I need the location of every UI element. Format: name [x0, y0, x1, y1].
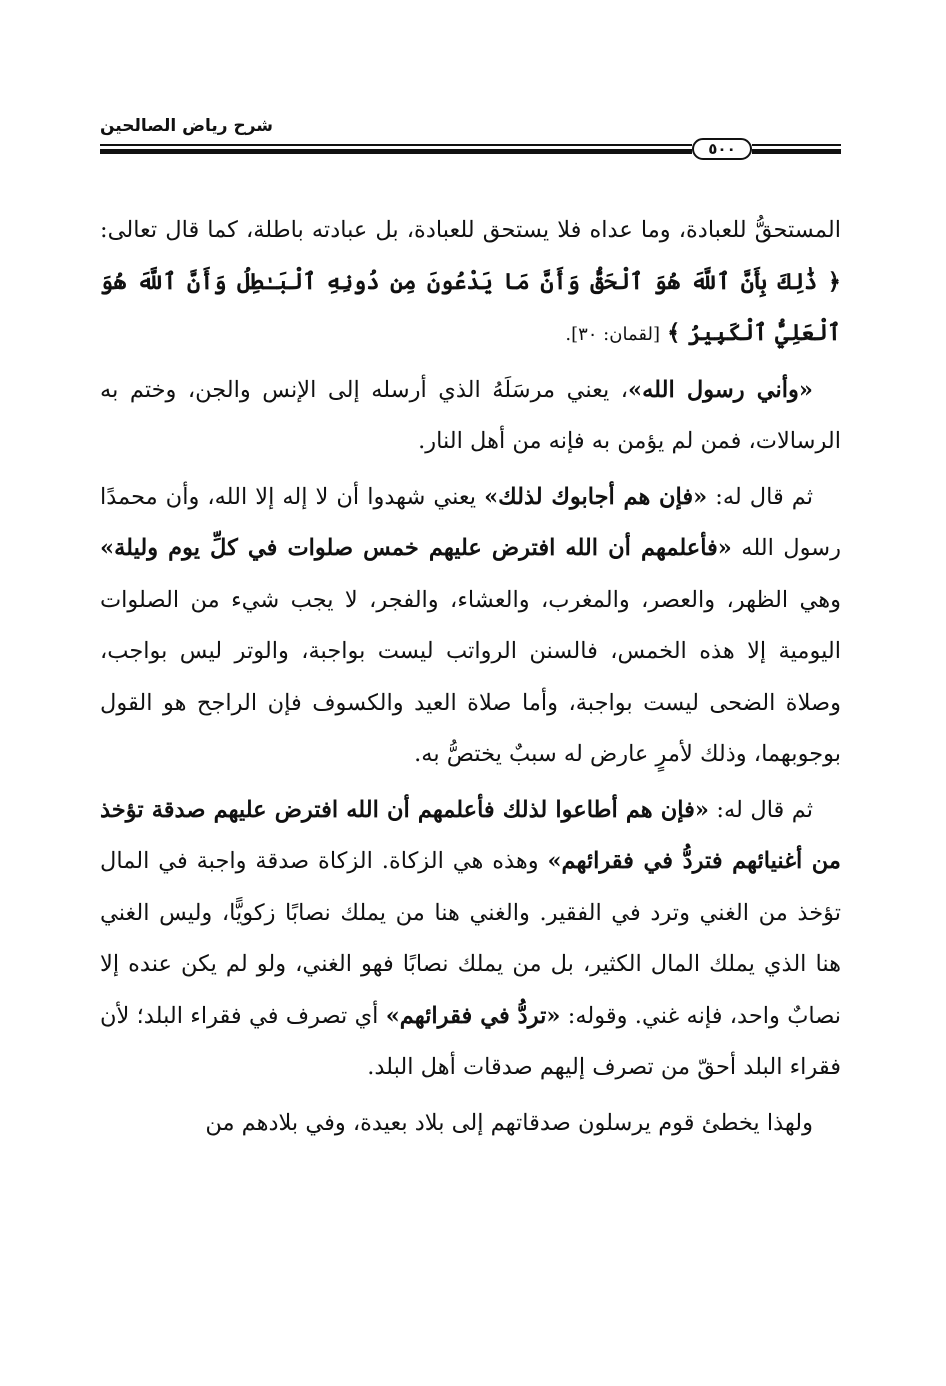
quran-verse: ﴿ ذَٰلِكَ بِأَنَّ ٱللَّهَ هُوَ ٱلْحَقُّ وَأَنَّ مَا يَدْعُونَ مِن دُونِهِ ٱلْبَـٰطِلُ وَأَنَّ ٱللَّهَ هُوَ ٱلْعَلِيُّ ٱلْكَبِيرُ ﴾ [100, 268, 841, 346]
text-run: أي تصرف في فقراء البلد؛ لأن فقراء البلد أحقّ من تصرف إليهم صدقات أهل البلد. [100, 1002, 841, 1080]
paragraph [100, 785, 841, 1094]
paragraph [100, 365, 841, 468]
page-number: ٥٠٠ [692, 138, 752, 160]
paragraph [100, 205, 841, 361]
text-run: ثم قال له: [707, 483, 813, 510]
hadith-quote: «فإن هم أجابوك لذلك» [484, 483, 708, 510]
text-run: ولهذا يخطئ قوم يرسلون صدقاتهم إلى بلاد بعيدة، وفي بلادهم من [205, 1109, 813, 1136]
text-run: وهذه هي الزكاة. الزكاة صدقة واجبة في المال تؤخذ من الغني وترد في الفقير. والغني هنا من يملك نصابًا زكويًّا، وليس الغني هنا الذي يملك المال الكثير، بل من يملك نصابًا فهو الغني، ولو لم يكن عنده إلا نصابٌ واحد، فإنه غني. وقوله: [100, 848, 842, 1029]
text-run: وهي الظهر، والعصر، والمغرب، والعشاء، والفجر، لا يجب شيء من الصلوات اليومية إلا هذه الخمس، فالسنن الرواتب ليست بواجبة، والوتر ليس بواجب، وصلاة الضحى ليست بواجبة، وأما صلاة العيد والكسوف فإن الراجح هو القول بوجوبهما، وذلك لأمرٍ عارض له سببٌ يختصُّ به. [100, 586, 841, 767]
hadith-quote: «وأني رسول الله» [628, 376, 813, 403]
book-title: شرح رياض الصالحين [100, 116, 274, 136]
text-run: ثم قال له: [708, 796, 813, 823]
text-run: يعني شهدوا أن لا إله إلا الله، وأن محمدًا رسول الله [100, 483, 841, 561]
text-run: المستحقُّ للعبادة، وما عداه فلا يستحق للعبادة، بل عبادته باطلة، كما قال تعالى: [100, 217, 841, 243]
header-rule-right [752, 144, 841, 154]
hadith-quote: «فأعلمهم أن الله افترض عليهم خمس صلوات في كلِّ يوم وليلة» [100, 535, 732, 561]
page-header [100, 110, 841, 160]
hadith-quote: «تردُّ في فقرائهم» [385, 1002, 561, 1029]
hadith-quote: «فإن هم أطاعوا لذلك فأعلمهم أن الله افترض عليهم صدقة تؤخذ من أغنيائهم فتردُّ في فقرائهم» [100, 796, 841, 874]
paragraph [100, 472, 841, 781]
body-text [100, 205, 841, 1153]
verse-reference: [لقمان: ٣٠]. [565, 324, 660, 345]
paragraph [100, 1098, 841, 1150]
text-run: ، يعني مرسَلَهُ الذي أرسله إلى الإنس والجن، وختم به الرسالات، فمن لم يؤمن به فإنه من أهل النار. [100, 376, 841, 454]
header-rule-left [100, 144, 692, 154]
